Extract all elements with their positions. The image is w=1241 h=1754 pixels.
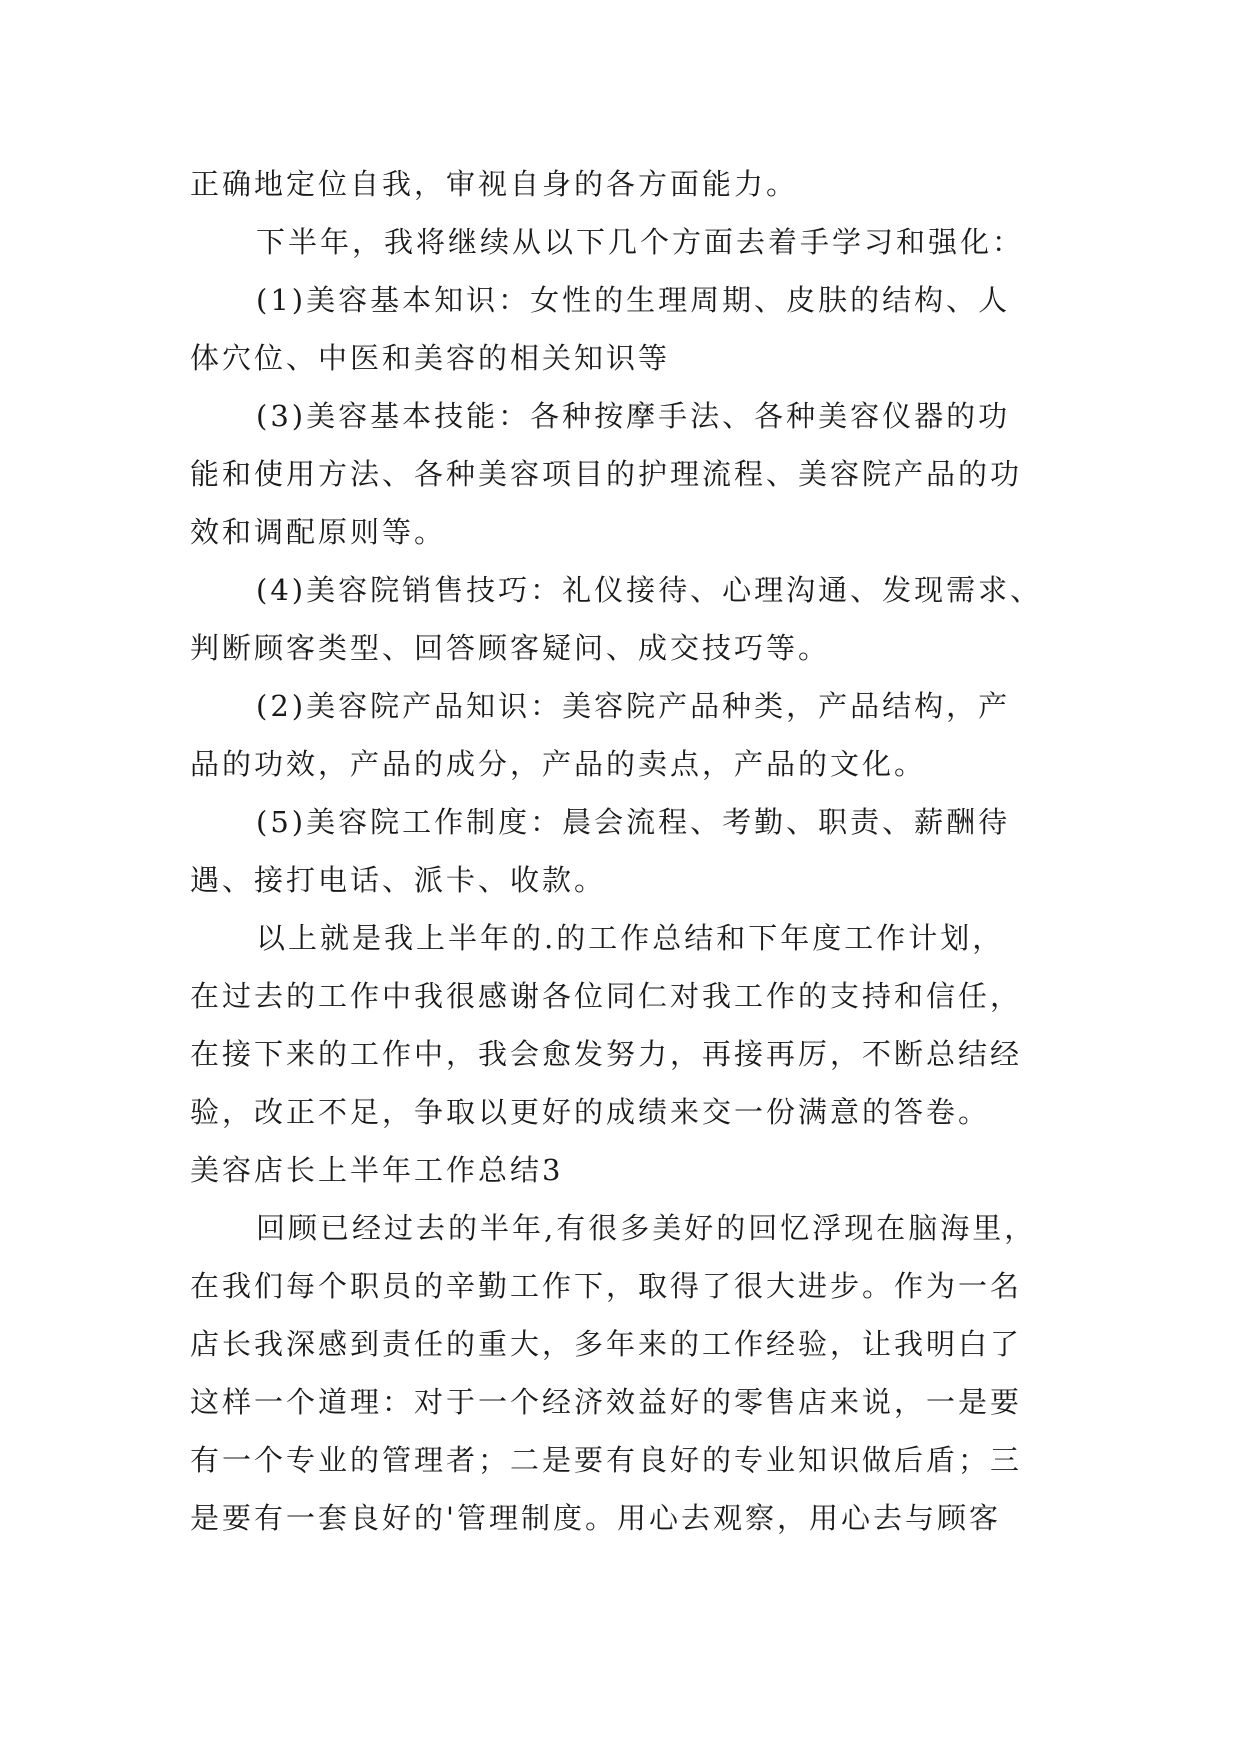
text-line: 店长我深感到责任的重大，多年来的工作经验，让我明白了 xyxy=(190,1327,1023,1361)
paragraph-start-line: 回顾已经过去的半年,有很多美好的回忆浮现在脑海里， xyxy=(256,1211,1037,1245)
text-line: 在过去的工作中我很感谢各位同仁对我工作的支持和信任， xyxy=(190,979,1023,1013)
text-line: 能和使用方法、各种美容项目的护理流程、美容院产品的功 xyxy=(190,457,1023,491)
text-line: 有一个专业的管理者；二是要有良好的专业知识做后盾；三 xyxy=(190,1443,1023,1477)
text-line: 验，改正不足，争取以更好的成绩来交一份满意的答卷。 xyxy=(190,1095,991,1129)
text-line: 判断顾客类型、回答顾客疑问、成交技巧等。 xyxy=(190,631,831,665)
list-item-4-line: (4)美容院销售技巧：礼仪接待、心理沟通、发现需求、 xyxy=(256,573,1043,607)
text-line: 在我们每个职员的辛勤工作下，取得了很大进步。作为一名 xyxy=(190,1269,1023,1303)
text-line: 正确地定位自我，审视自身的各方面能力。 xyxy=(190,167,799,201)
list-item-5-line: (5)美容院工作制度：晨会流程、考勤、职责、薪酬待 xyxy=(256,805,1011,839)
section-heading: 美容店长上半年工作总结3 xyxy=(190,1153,564,1187)
text-line: 是要有一套良好的'管理制度。用心去观察，用心去与顾客 xyxy=(190,1501,1001,1535)
list-item-2-line: (2)美容院产品知识：美容院产品种类，产品结构，产 xyxy=(256,689,1011,723)
text-line: 遇、接打电话、派卡、收款。 xyxy=(190,863,607,897)
document-body xyxy=(190,155,1070,1547)
paragraph-start-line: 以上就是我上半年的.的工作总结和下年度工作计划， xyxy=(256,921,1005,955)
text-line: 体穴位、中医和美容的相关知识等 xyxy=(190,341,671,375)
text-line: 效和调配原则等。 xyxy=(190,515,447,549)
text-line: 品的功效，产品的成分，产品的卖点，产品的文化。 xyxy=(190,747,927,781)
list-item-3-line: (3)美容基本技能：各种按摩手法、各种美容仪器的功 xyxy=(256,399,1011,433)
list-item-1-line: (1)美容基本知识：女性的生理周期、皮肤的结构、人 xyxy=(256,283,1011,317)
text-line: 在接下来的工作中，我会愈发努力，再接再厉，不断总结经 xyxy=(190,1037,1023,1071)
paragraph-start-line: 下半年，我将继续从以下几个方面去着手学习和强化： xyxy=(256,225,1025,259)
text-line: 这样一个道理：对于一个经济效益好的零售店来说，一是要 xyxy=(190,1385,1023,1419)
